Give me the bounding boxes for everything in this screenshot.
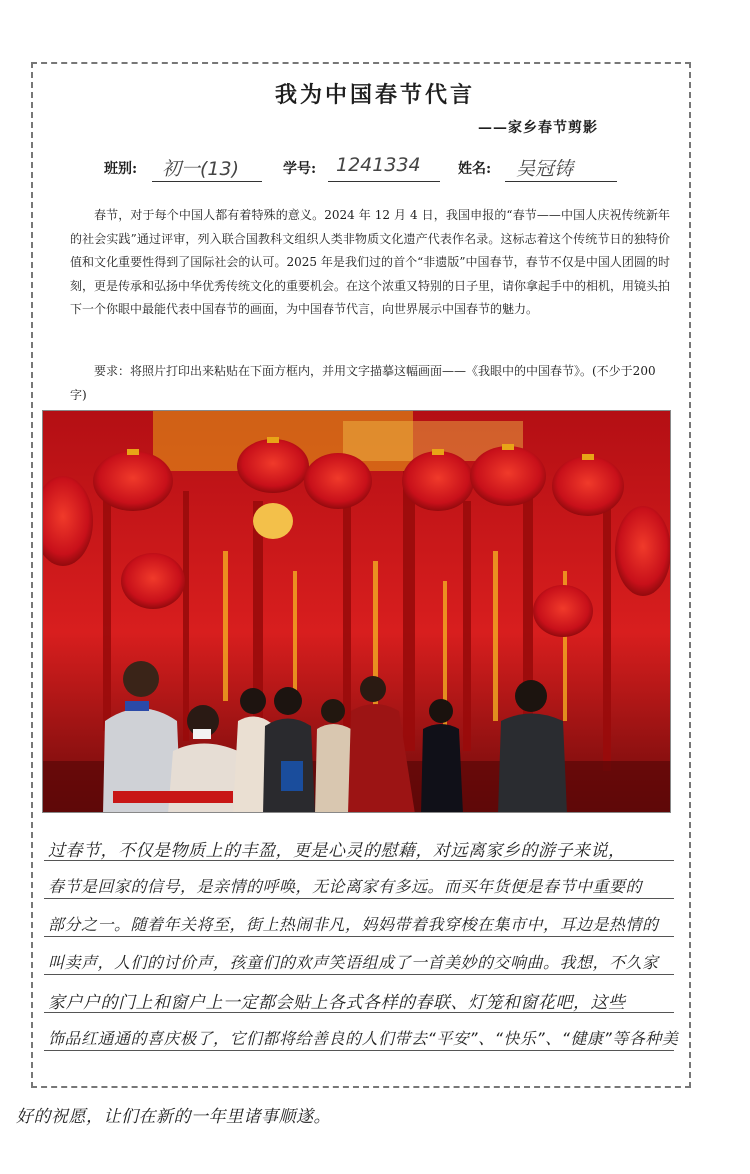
- name-label: 姓名:: [458, 161, 492, 177]
- id-label: 学号:: [283, 161, 317, 177]
- name-value: 吴冠铸: [516, 158, 574, 180]
- essay-rule: [44, 1050, 674, 1051]
- essay-line: 叫卖声，人们的讨价声，孩童们的欢声笑语组成了一首美妙的交响曲。我想，不久家: [48, 953, 659, 972]
- page-title: 我为中国春节代言: [274, 82, 475, 108]
- essay-line: 家户户的门上和窗户上一定都会贴上各式各样的春联、灯笼和窗花吧，这些: [48, 993, 626, 1013]
- essay-rule: [44, 898, 674, 899]
- requirement-paragraph: 要求：将照片打印出来粘贴在下面方框内，并用文字描摹这幅画面——《我眼中的中国春节》。(不少于200字): [70, 364, 656, 402]
- essay-line: 好的祝愿，让们在新的一年里诸事顺遂。: [16, 1107, 331, 1127]
- id-value: 1241334: [336, 154, 421, 176]
- essay-line: 过春节，不仅是物质上的丰盈，更是心灵的慰藉，对远离家乡的游子来说，: [48, 841, 626, 861]
- class-value: 初一(13): [162, 158, 240, 180]
- essay-line: 春节是回家的信号，是亲情的呼唤，无论离家有多远。而买年货便是春节中重要的: [48, 877, 643, 896]
- essay-line: 部分之一。随着年关将至，街上热闹非凡，妈妈带着我穿梭在集市中，耳边是热情的: [48, 915, 659, 934]
- essay-line: 饰品红通通的喜庆极了，它们都将给善良的人们带去“平安”、“快乐”、“健康”等各种美: [48, 1029, 679, 1048]
- class-label: 班别:: [104, 161, 138, 177]
- essay-rule: [44, 936, 674, 937]
- intro-paragraph: 春节，对于每个中国人都有着特殊的意义。2024 年 12 月 4 日，我国申报的“春节——中国人庆祝传统新年的社会实践”通过评审，列入联合国教科文组织人类非物质文化遗产代表作名录。这标志着这个传统节日的独特价值和文化重要性得到了国际社会的认可。2025 年是我们过的首个“非遗版”中国春节，春节不仅是中国人团圆的时刻，更是传承和弘扬中华优秀传统文化的重要机会。在这个浓重又特别的日子里，请你拿起手中的相机，用镜头拍下一个你眼中最能代表中国春节的画面，为中国春节代言，向世界展示中国春节的魅力。: [70, 208, 671, 316]
- page-subtitle: ——家乡春节剪影: [478, 120, 598, 136]
- essay-rule: [44, 974, 674, 975]
